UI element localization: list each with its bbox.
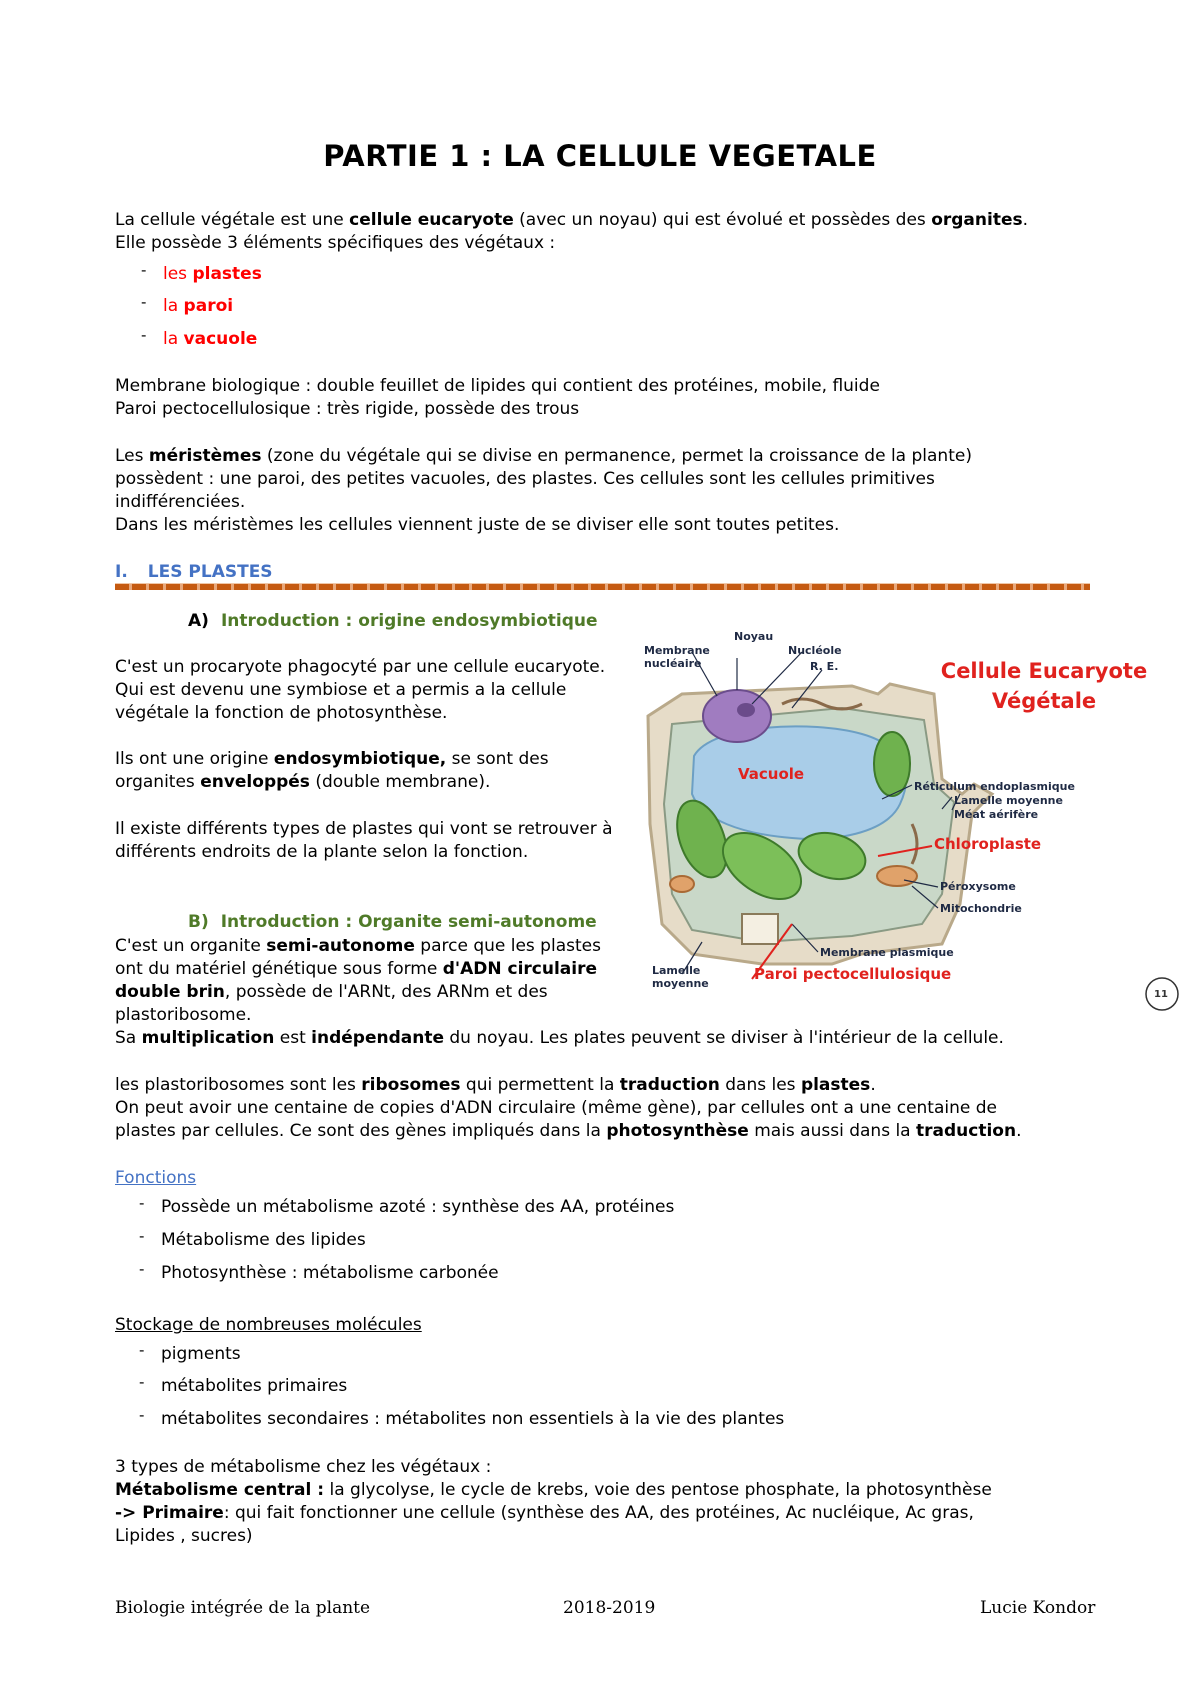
subsection-title: Introduction : Organite semi-autonome bbox=[220, 912, 597, 932]
fonctions-item bbox=[139, 1260, 499, 1285]
list-item-bold: plastes bbox=[192, 264, 262, 284]
label-re: R. E. bbox=[810, 660, 839, 673]
text: parce que les plastes bbox=[414, 936, 601, 956]
label-reticulum: Réticulum endoplasmique bbox=[914, 780, 1075, 793]
bold-double-brin: double brin bbox=[115, 982, 225, 1002]
subA-p2-line-1 bbox=[115, 748, 549, 771]
text: dans les bbox=[719, 1075, 801, 1095]
figure-page-number: 11 bbox=[1154, 989, 1168, 1000]
definition-membrane: Membrane biologique : double feuillet de lipides qui contient des protéines, mobile, fluide bbox=[115, 376, 880, 396]
subA-p1-line-3: végétale la fonction de photosynthèse. bbox=[115, 703, 448, 723]
intro-text: La cellule végétale est une bbox=[115, 210, 350, 230]
nucleus-shape bbox=[703, 690, 771, 742]
intro-bold-eucaryote: cellule eucaryote bbox=[349, 210, 514, 230]
subB-line-1 bbox=[115, 935, 601, 958]
label-lamelle bbox=[652, 964, 709, 990]
text: . bbox=[1016, 1121, 1022, 1141]
label-paroi: Paroi pectocellulosique bbox=[754, 965, 952, 983]
fonctions-item-text: Photosynthèse : métabolisme carbonée bbox=[161, 1263, 499, 1283]
label-peroxysome: Péroxysome bbox=[940, 880, 1016, 893]
list-item-prefix: la bbox=[163, 329, 184, 349]
list-item-vacuole bbox=[141, 326, 258, 351]
fonctions-heading: Fonctions bbox=[115, 1168, 197, 1188]
meristemes-line-3: indifférenciées. bbox=[115, 492, 246, 512]
text: se sont des bbox=[446, 749, 549, 769]
bold-primaire: -> Primaire bbox=[115, 1503, 224, 1523]
text: la glycolyse, le cycle de krebs, voie des pentose phosphate, la photosynthèse bbox=[324, 1480, 992, 1500]
meristemes-line-1 bbox=[115, 445, 972, 468]
subB-line-7: On peut avoir une centaine de copies d'ADN circulaire (même gène), par cellules ont a une centaine de bbox=[115, 1098, 997, 1118]
subA-p3-line-2: différents endroits de la plante selon la fonction. bbox=[115, 842, 529, 862]
label-mitochondrie: Mitochondrie bbox=[940, 902, 1022, 915]
list-item-bold: paroi bbox=[183, 296, 234, 316]
dash-bullet: - bbox=[139, 1260, 145, 1278]
subsection-b-heading bbox=[188, 911, 597, 934]
footer-right: Lucie Kondor bbox=[980, 1598, 1096, 1618]
stockage-item-text: métabolites secondaires : métabolites non essentiels à la vie des plantes bbox=[161, 1409, 785, 1429]
label-line: nucléaire bbox=[644, 657, 702, 670]
text: plastes par cellules. Ce sont des gènes impliqués dans la bbox=[115, 1121, 607, 1141]
stockage-item bbox=[139, 1406, 785, 1431]
fonctions-item bbox=[139, 1194, 675, 1219]
stockage-item-text: métabolites primaires bbox=[161, 1376, 348, 1396]
label-membrane-plasmique: Membrane plasmique bbox=[820, 946, 954, 959]
intro-line-1 bbox=[115, 209, 1028, 232]
subA-p3-line-1: Il existe différents types de plastes qui vont se retrouver à bbox=[115, 819, 613, 839]
section-number: I. bbox=[115, 562, 128, 582]
subsection-letter: A) bbox=[188, 611, 209, 631]
text: est bbox=[274, 1028, 312, 1048]
text: les plastoribosomes sont les bbox=[115, 1075, 362, 1095]
text: . bbox=[870, 1075, 876, 1095]
section-divider bbox=[115, 583, 1090, 590]
bold-ribosomes: ribosomes bbox=[361, 1075, 461, 1095]
bold-multiplication: multiplication bbox=[141, 1028, 275, 1048]
text: : qui fait fonctionner une cellule (synthèse des AA, des protéines, Ac nucléique, Ac gras, bbox=[223, 1503, 974, 1523]
text: (double membrane). bbox=[309, 772, 491, 792]
chloroplast-shape bbox=[874, 732, 910, 796]
text: du noyau. Les plates peuvent se diviser à l'intérieur de la cellule. bbox=[443, 1028, 1004, 1048]
nucleolus-shape bbox=[737, 703, 755, 717]
meristemes-line-4: Dans les méristèmes les cellules viennent juste de se diviser elle sont toutes petites. bbox=[115, 515, 840, 535]
label-line: moyenne bbox=[652, 977, 709, 990]
list-item-paroi bbox=[141, 293, 234, 318]
text: mais aussi dans la bbox=[748, 1121, 916, 1141]
mitochondrion-shape bbox=[670, 876, 694, 892]
subsection-letter: B) bbox=[188, 912, 209, 932]
subsection-title: Introduction : origine endosymbiotique bbox=[220, 611, 598, 631]
text: Sa bbox=[115, 1028, 142, 1048]
meristemes-text: Les bbox=[115, 446, 149, 466]
list-item-prefix: la bbox=[163, 296, 184, 316]
list-item-bold: vacuole bbox=[183, 329, 258, 349]
subB-line-3 bbox=[115, 981, 548, 1004]
section-heading-plastes bbox=[115, 561, 273, 584]
bold-semi-autonome: semi-autonome bbox=[266, 936, 415, 956]
intro-bold-organites: organites bbox=[931, 210, 1023, 230]
bold-plastes: plastes bbox=[800, 1075, 871, 1095]
meristemes-line-2: possèdent : une paroi, des petites vacuoles, des plastes. Ces cellules sont les cellules primitives bbox=[115, 469, 935, 489]
figure-title-line-1: Cellule Eucaryote bbox=[940, 659, 1148, 683]
subsection-a-heading bbox=[188, 610, 598, 633]
fonctions-item-text: Possède un métabolisme azoté : synthèse des AA, protéines bbox=[161, 1197, 675, 1217]
fonctions-item bbox=[139, 1227, 366, 1252]
mitochondrion-shape bbox=[877, 866, 917, 886]
stockage-item bbox=[139, 1373, 348, 1398]
subB-line-8 bbox=[115, 1120, 1021, 1143]
bold-photosynthese: photosynthèse bbox=[606, 1121, 749, 1141]
dash-bullet: - bbox=[141, 261, 147, 279]
figure-title bbox=[914, 656, 1174, 716]
plant-cell-diagram bbox=[642, 624, 1192, 1024]
intro-text: (avec un noyau) qui est évolué et possèdes des bbox=[513, 210, 932, 230]
label-membrane-nucleaire bbox=[644, 644, 710, 670]
bold-adn-circulaire: d'ADN circulaire bbox=[442, 959, 598, 979]
bold-independante: indépendante bbox=[311, 1028, 444, 1048]
dash-bullet: - bbox=[139, 1341, 145, 1359]
bold-enveloppes: enveloppés bbox=[200, 772, 310, 792]
text: Ils ont une origine bbox=[115, 749, 274, 769]
dash-bullet: - bbox=[139, 1227, 145, 1245]
intro-text: . bbox=[1022, 210, 1029, 230]
metabolisme-line-4: Lipides , sucres) bbox=[115, 1526, 253, 1546]
subB-line-4: plastoribosome. bbox=[115, 1005, 252, 1025]
page-title: PARTIE 1 : LA CELLULE VEGETALE bbox=[323, 139, 877, 173]
dash-bullet: - bbox=[139, 1194, 145, 1212]
subB-line-2 bbox=[115, 958, 597, 981]
metabolisme-line-1: 3 types de métabolisme chez les végétaux : bbox=[115, 1457, 492, 1477]
bold-traduction: traduction bbox=[619, 1075, 720, 1095]
stockage-heading: Stockage de nombreuses molécules bbox=[115, 1315, 422, 1335]
bold-traduction: traduction bbox=[916, 1121, 1017, 1141]
metabolisme-line-3 bbox=[115, 1502, 974, 1525]
subB-line-6 bbox=[115, 1074, 876, 1097]
subA-p1-line-1: C'est un procaryote phagocyté par une cellule eucaryote. bbox=[115, 657, 606, 677]
subB-line-5 bbox=[115, 1027, 1004, 1050]
text: organites bbox=[115, 772, 201, 792]
footer-center: 2018-2019 bbox=[563, 1598, 656, 1618]
metabolisme-line-2 bbox=[115, 1479, 992, 1502]
subA-p1-line-2: Qui est devenu une symbiose et a permis a la cellule bbox=[115, 680, 567, 700]
list-item-plastes bbox=[141, 261, 262, 286]
label-vacuole: Vacuole bbox=[738, 765, 805, 783]
label-lamelle-moyenne: Lamelle moyenne bbox=[954, 794, 1063, 807]
footer-left: Biologie intégrée de la plante bbox=[115, 1598, 371, 1618]
text: C'est un organite bbox=[115, 936, 267, 956]
list-item-prefix: les bbox=[163, 264, 193, 284]
label-chloroplaste: Chloroplaste bbox=[934, 835, 1042, 853]
bold-endosymbiotique: endosymbiotique, bbox=[273, 749, 447, 769]
label-meat: Méat aérifère bbox=[954, 808, 1039, 821]
definition-paroi: Paroi pectocellulosique : très rigide, possède des trous bbox=[115, 399, 580, 419]
label-nucleole: Nucléole bbox=[788, 644, 842, 657]
fonctions-item-text: Métabolisme des lipides bbox=[161, 1230, 366, 1250]
pore-shape bbox=[742, 914, 778, 944]
label-noyau: Noyau bbox=[734, 630, 774, 643]
stockage-item-text: pigments bbox=[161, 1344, 241, 1364]
subA-p2-line-2 bbox=[115, 771, 490, 794]
text: ont du matériel génétique sous forme bbox=[115, 959, 443, 979]
dash-bullet: - bbox=[141, 326, 147, 344]
text: qui permettent la bbox=[460, 1075, 620, 1095]
dash-bullet: - bbox=[139, 1406, 145, 1424]
meristemes-text: (zone du végétale qui se divise en permanence, permet la croissance de la plante) bbox=[261, 446, 972, 466]
figure-title-line-2: Végétale bbox=[991, 689, 1097, 713]
label-line: Membrane bbox=[644, 644, 710, 657]
label-line: Lamelle bbox=[652, 964, 701, 977]
dash-bullet: - bbox=[139, 1373, 145, 1391]
section-title: LES PLASTES bbox=[147, 562, 273, 582]
bold-metabolisme-central: Métabolisme central : bbox=[115, 1480, 325, 1500]
intro-line-2: Elle possède 3 éléments spécifiques des végétaux : bbox=[115, 233, 556, 253]
text: , possède de l'ARNt, des ARNm et des bbox=[224, 982, 548, 1002]
meristemes-bold: méristèmes bbox=[148, 446, 262, 466]
dash-bullet: - bbox=[141, 293, 147, 311]
stockage-item bbox=[139, 1341, 241, 1366]
